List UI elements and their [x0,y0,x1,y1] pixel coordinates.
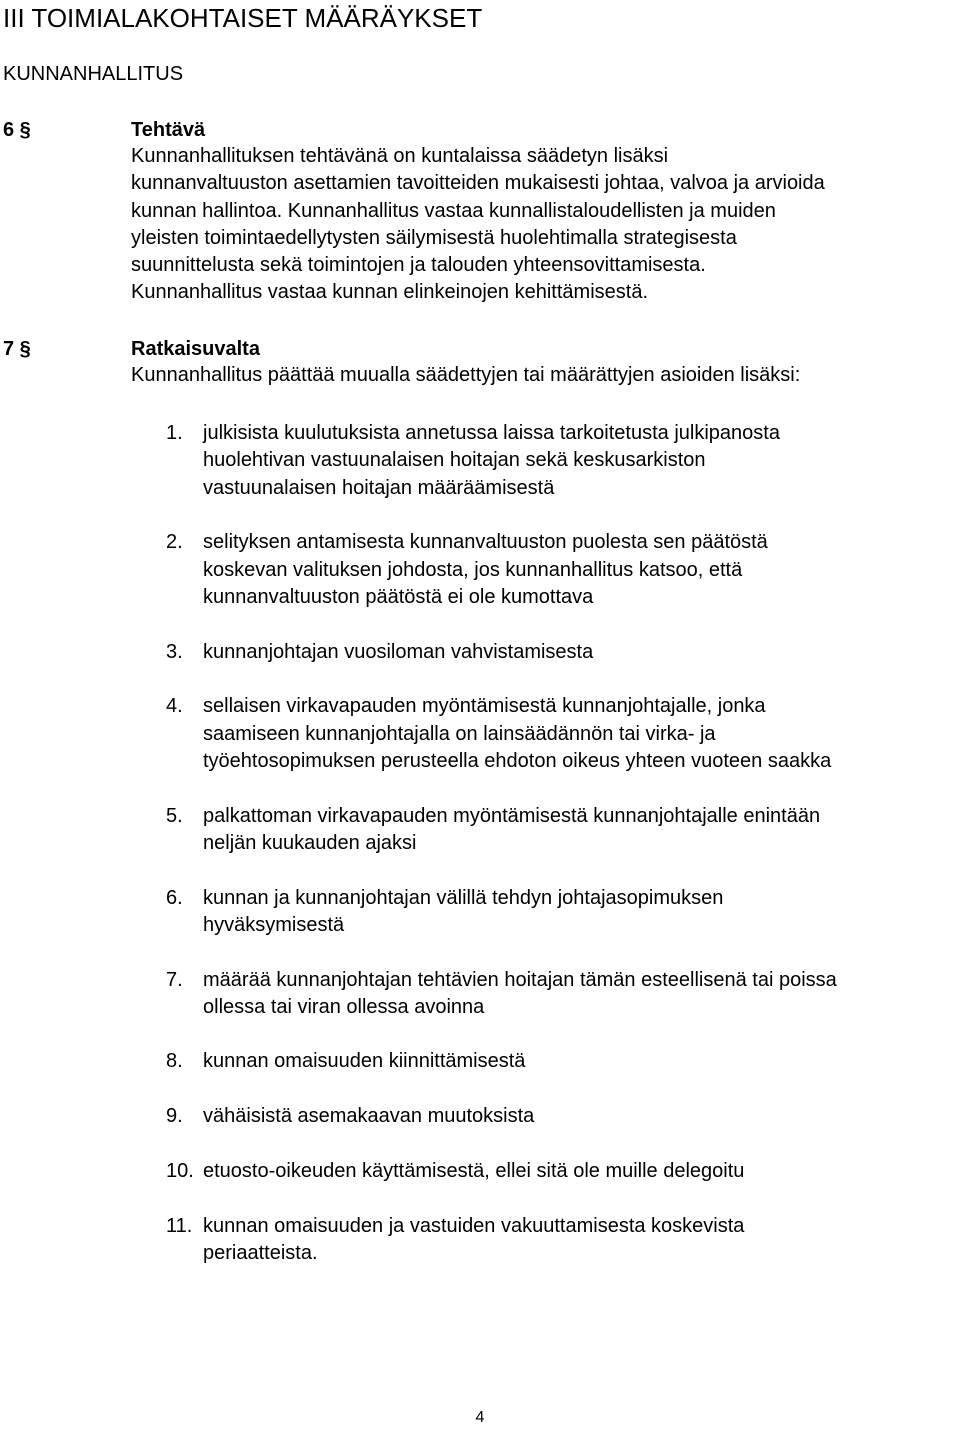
section-6-body [0,143,951,307]
list-item-line: neljän kuukauden ajaksi [203,831,417,854]
list-item-number: 1. [166,422,183,444]
body-line: Kunnanhallitus vastaa kunnan elinkeinojen kehittämisestä. [131,281,649,304]
list-item-number: 2. [166,531,183,554]
list-item-text [203,1213,960,1268]
section-7 [0,336,960,389]
list-item-line: kunnanjohtajan vuosiloman vahvistamisesta [203,640,594,663]
list-item-text [203,803,960,858]
list-item-text [203,420,960,502]
list-item-number: 3. [166,640,183,663]
list-item-line: koskevan valituksen johdosta, jos kunnanhallitus katsoo, että [203,558,743,581]
list-item-line: vähäisistä asemakaavan muutoksista [203,1105,535,1128]
section-7-number: 7 § [3,338,31,360]
list-item-text [203,1048,960,1075]
list-item-line: määrää kunnanjohtajan tehtävien hoitajan tämän esteellisenä tai poissa [203,968,837,991]
section-7-intro [0,362,951,389]
list-item-line: työehtosopimuksen perusteella ehdoton oikeus yhteen vuoteen saakka [203,749,832,772]
list-item-number: 4. [166,695,183,718]
list-item-line: julkisista kuulutuksista annetussa laissa tarkoitetusta julkipanosta [203,422,780,444]
list-item-line: huolehtivan vastuunalaisen hoitajan sekä keskusarkiston [203,449,706,472]
list-item [0,885,960,940]
list-item-line: kunnan ja kunnanjohtajan välillä tehdyn johtajasopimuksen [203,886,724,909]
body-line: yleisten toimintaedellytysten säilymisestä huolehtimalla strategisesta [131,226,737,249]
list-item-text [203,693,960,775]
list-item-line: vastuunalaisen hoitajan määräämisestä [203,476,555,499]
list-item [0,803,960,858]
decision-list [0,420,960,1295]
list-item-line: kunnan omaisuuden ja vastuiden vakuuttamisesta koskevista [203,1214,745,1237]
list-item-number: 10. [166,1159,194,1182]
list-item [0,1103,960,1130]
section-6 [0,117,960,307]
list-item-line: palkattoman virkavapauden myöntämisestä kunnanjohtajalle enintään [203,804,821,827]
list-item-line: saamiseen kunnanjohtajalla on lainsäädännön tai virka- ja [203,722,716,745]
list-item-line: selityksen antamisesta kunnanvaltuuston puolesta sen päätöstä [203,531,768,554]
list-item-number: 8. [166,1050,183,1073]
list-item-line: kunnan omaisuuden kiinnittämisestä [203,1050,526,1073]
list-item [0,1048,960,1075]
list-item [0,529,960,611]
section-7-title: Ratkaisuvalta [131,338,260,360]
list-item-number: 7. [166,968,183,991]
body-line: Kunnanhallitus päättää muualla säädettyjen tai määrättyjen asioiden lisäksi: [131,364,801,386]
body-line: kunnan hallintoa. Kunnanhallitus vastaa kunnallistaloudellisten ja muiden [131,199,776,222]
list-item [0,1158,960,1185]
list-item-line: kunnanvaltuuston päätöstä ei ole kumottava [203,585,594,608]
body-line: kunnanvaltuuston asettamien tavoitteiden mukaisesti johtaa, valvoa ja arvioida [131,172,825,195]
list-item-text [203,1158,960,1185]
section-6-heading [0,117,960,143]
section-6-title: Tehtävä [131,119,206,141]
list-item [0,693,960,775]
list-item-text [203,529,960,611]
list-item-line: sellaisen virkavapauden myöntämisestä kunnanjohtajalle, jonka [203,695,766,718]
section-group-heading: KUNNANHALLITUS [3,63,184,85]
list-item [0,1213,960,1268]
list-item-number: 6. [166,886,183,909]
list-item-number: 11. [166,1214,193,1237]
body-line: suunnittelusta sekä toimintojen ja talouden yhteensovittamisesta. [131,254,706,277]
list-item-line: periaatteista. [203,1241,318,1264]
list-item-line: hyväksymisestä [203,913,345,936]
list-item-number: 9. [166,1105,183,1128]
body-line: Kunnanhallituksen tehtävänä on kuntalaissa säädetyn lisäksi [131,145,669,167]
list-item-text [203,1103,960,1130]
section-6-number: 6 § [3,119,31,141]
list-item [0,420,960,502]
list-item-text [203,967,960,1022]
chapter-title: III TOIMIALAKOHTAISET MÄÄRÄYKSET [3,3,483,33]
page-number: 4 [475,1409,485,1426]
list-item [0,639,960,666]
list-item [0,967,960,1022]
list-item-line: ollessa tai viran ollessa avoinna [203,995,485,1018]
list-item-number: 5. [166,804,183,827]
list-item-line: etuosto-oikeuden käyttämisestä, ellei sitä ole muille delegoitu [203,1159,745,1182]
section-7-heading [0,336,960,362]
list-item-text [203,639,960,666]
list-item-text [203,885,960,940]
